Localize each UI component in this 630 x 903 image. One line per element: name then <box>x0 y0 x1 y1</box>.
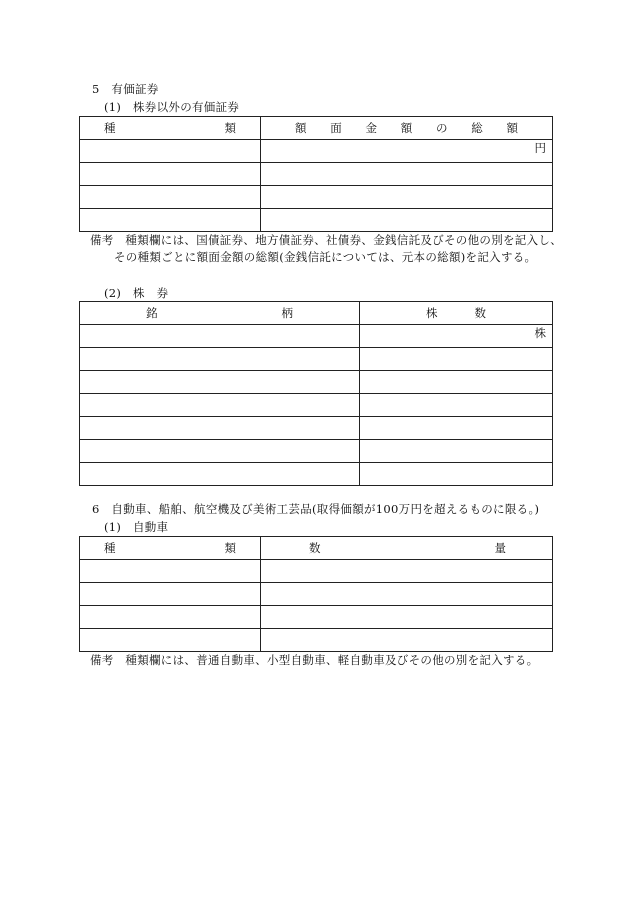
shares-cell[interactable] <box>360 440 553 463</box>
kind-cell[interactable] <box>80 560 261 583</box>
header-share-count <box>360 302 553 325</box>
section6-title: 6 自動車、船舶、航空機及び美術工芸品(取得価額が100万円を超えるものに限る。) <box>92 502 540 516</box>
section5-sub1-title: (1) 株券以外の有価証券 <box>104 100 240 114</box>
header-brand <box>80 302 360 325</box>
amount-cell[interactable] <box>261 209 553 232</box>
amount-cell[interactable] <box>261 163 553 186</box>
header-char: 類 <box>224 121 236 135</box>
quantity-cell[interactable] <box>261 606 553 629</box>
table-row <box>80 163 553 186</box>
amount-cell[interactable] <box>261 140 553 163</box>
table-row <box>80 394 553 417</box>
table-row <box>80 583 553 606</box>
table-header-row <box>80 537 553 560</box>
brand-cell[interactable] <box>80 463 360 486</box>
table-header-row <box>80 302 553 325</box>
unit-label-shares: 株 <box>534 326 546 340</box>
brand-cell[interactable] <box>80 325 360 348</box>
shares-cell[interactable] <box>360 325 553 348</box>
kind-cell[interactable] <box>80 629 261 652</box>
header-char: 額 <box>506 121 518 135</box>
table-row <box>80 209 553 232</box>
table-header-row <box>80 117 553 140</box>
brand-cell[interactable] <box>80 371 360 394</box>
brand-cell[interactable] <box>80 394 360 417</box>
stocks-table <box>79 301 553 486</box>
table-row <box>80 440 553 463</box>
kind-cell[interactable] <box>80 163 261 186</box>
securities-note-line2: その種類ごとに額面金額の総額(金銭信託については、元本の総額)を記入する。 <box>114 250 537 264</box>
header-char: 額 <box>400 121 413 135</box>
brand-cell[interactable] <box>80 348 360 371</box>
table-row <box>80 371 553 394</box>
kind-cell[interactable] <box>80 209 261 232</box>
header-char: の <box>436 121 448 135</box>
kind-cell[interactable] <box>80 583 261 606</box>
header-char: 株 <box>426 306 438 320</box>
header-char: 類 <box>224 541 236 555</box>
section5-title: 5 有価証券 <box>92 82 159 96</box>
table-row <box>80 606 553 629</box>
kind-cell[interactable] <box>80 606 261 629</box>
quantity-cell[interactable] <box>261 583 553 606</box>
header-char: 量 <box>494 541 506 555</box>
header-kind <box>80 537 261 560</box>
header-char: 数 <box>474 306 486 320</box>
table-row <box>80 186 553 209</box>
header-kind <box>80 117 261 140</box>
header-char: 種 <box>104 541 116 555</box>
section5-sub2-title: (2) 株 券 <box>104 286 169 300</box>
section6-sub1-title: (1) 自動車 <box>104 520 169 534</box>
shares-cell[interactable] <box>360 348 553 371</box>
shares-cell[interactable] <box>360 417 553 440</box>
header-face-amount-total <box>261 117 553 140</box>
header-quantity <box>261 537 553 560</box>
table-row <box>80 629 553 652</box>
quantity-cell[interactable] <box>261 560 553 583</box>
header-char: 柄 <box>281 306 293 320</box>
table-row <box>80 140 553 163</box>
table-row <box>80 560 553 583</box>
header-char: 種 <box>104 121 116 135</box>
shares-cell[interactable] <box>360 463 553 486</box>
securities-table <box>79 116 553 232</box>
brand-cell[interactable] <box>80 440 360 463</box>
header-char: 額 <box>295 121 307 135</box>
header-char: 総 <box>471 121 483 135</box>
table-row <box>80 463 553 486</box>
header-char: 数 <box>309 541 321 555</box>
table-row <box>80 325 553 348</box>
table-row <box>80 417 553 440</box>
kind-cell[interactable] <box>80 186 261 209</box>
kind-cell[interactable] <box>80 140 261 163</box>
quantity-cell[interactable] <box>261 629 553 652</box>
header-char: 面 <box>330 121 342 135</box>
vehicles-note: 備考 種類欄には、普通自動車、小型自動車、軽自動車及びその他の別を記入する。 <box>90 653 539 667</box>
header-char: 銘 <box>146 306 158 320</box>
shares-cell[interactable] <box>360 394 553 417</box>
header-char: 金 <box>365 121 377 135</box>
amount-cell[interactable] <box>261 186 553 209</box>
vehicles-table <box>79 536 553 652</box>
unit-label-yen: 円 <box>534 141 546 155</box>
table-row <box>80 348 553 371</box>
securities-note-line1: 備考 種類欄には、国債証券、地方債証券、社債券、金銭信託及びその他の別を記入し、 <box>90 233 562 247</box>
brand-cell[interactable] <box>80 417 360 440</box>
shares-cell[interactable] <box>360 371 553 394</box>
